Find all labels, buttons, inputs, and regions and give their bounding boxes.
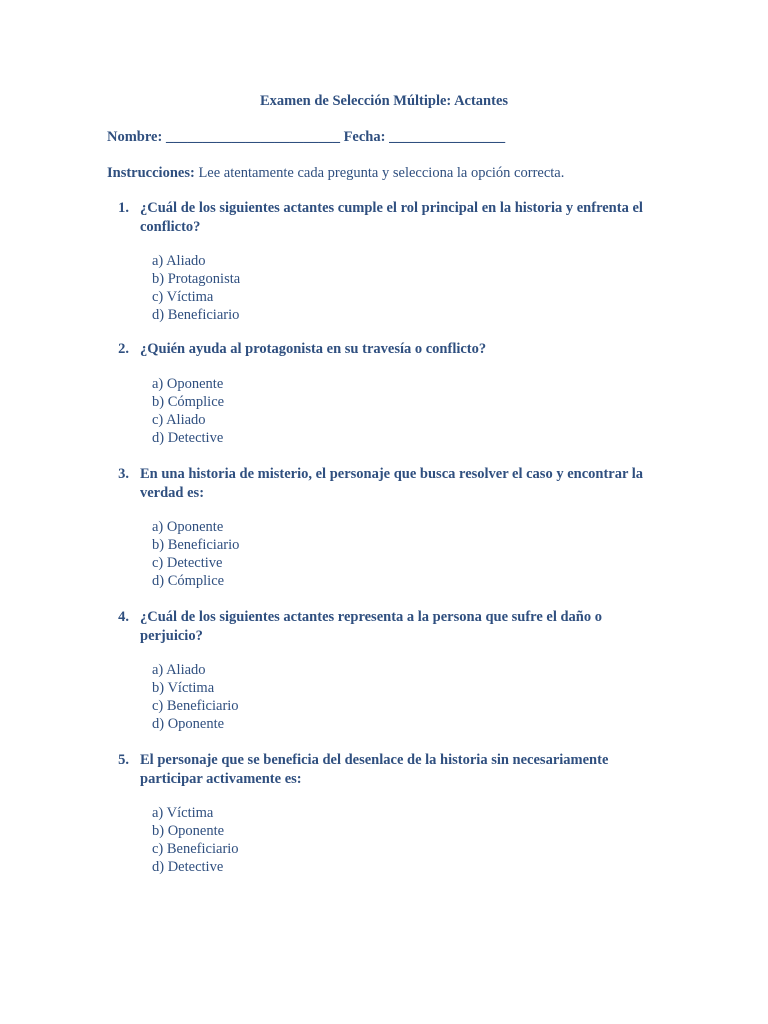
option-a[interactable]: a) Aliado [152,253,206,269]
instructions-text: Lee atentamente cada pregunta y selecciona la opción correcta. [198,165,565,181]
option-d[interactable]: d) Cómplice [152,573,225,589]
question-text: ¿Quién ayuda al protagonista en su travesía o conflicto? [140,341,487,357]
option-d[interactable]: d) Beneficiario [152,307,240,323]
instructions-line [107,164,564,182]
question-number: 2. [118,341,129,357]
option-a[interactable]: a) Aliado [152,662,206,678]
option-list [152,252,667,324]
option-list [152,518,667,590]
question-header [107,340,667,359]
option-a[interactable]: a) Oponente [152,519,224,535]
question-text: ¿Cuál de los siguientes actantes cumple el rol principal en la historia y enfrenta el conflicto? [140,200,643,235]
option-b[interactable]: b) Oponente [152,823,225,839]
option-d[interactable]: d) Detective [152,429,224,446]
question-5 [107,751,667,876]
option-d[interactable]: d) Oponente [152,716,225,732]
name-label: Nombre: [107,129,163,145]
question-text: El personaje que se beneficia del desenlace de la historia sin necesariamente participar activamente es: [140,752,609,787]
question-2 [107,340,667,447]
date-label: Fecha: [343,129,386,145]
option-list [152,375,667,447]
option-d[interactable]: d) Detective [152,859,224,875]
question-4 [107,608,667,733]
question-text: ¿Cuál de los siguientes actantes representa a la persona que sufre el daño o perjuicio? [140,609,602,644]
option-c[interactable]: c) Víctima [152,289,214,305]
question-1 [107,199,667,324]
option-a[interactable]: a) Víctima [152,805,214,821]
date-blank: ________________ [389,129,506,145]
question-number: 3. [118,466,129,482]
option-list [152,661,667,733]
page-title: Examen de Selección Múltiple: Actantes [259,93,509,109]
option-c[interactable]: c) Aliado [152,411,206,428]
option-list [152,804,667,876]
name-date-line [107,128,505,146]
option-c[interactable]: c) Detective [152,555,223,571]
option-b[interactable]: b) Víctima [152,680,215,696]
question-3 [107,465,667,590]
name-blank: ________________________ [165,129,340,145]
question-header [107,199,667,236]
question-header [107,751,667,788]
option-b[interactable]: b) Beneficiario [152,537,240,553]
question-number: 5. [118,752,129,768]
question-header [107,608,667,645]
option-a[interactable]: a) Oponente [152,375,224,392]
option-c[interactable]: c) Beneficiario [152,841,239,857]
option-c[interactable]: c) Beneficiario [152,698,239,714]
instructions-label: Instrucciones: [107,165,195,181]
question-number: 4. [118,609,129,625]
option-b[interactable]: b) Cómplice [152,393,225,410]
question-header [107,465,667,502]
question-number: 1. [118,200,129,216]
question-text: En una historia de misterio, el personaje que busca resolver el caso y encontrar la verdad es: [140,466,644,501]
option-b[interactable]: b) Protagonista [152,271,241,287]
